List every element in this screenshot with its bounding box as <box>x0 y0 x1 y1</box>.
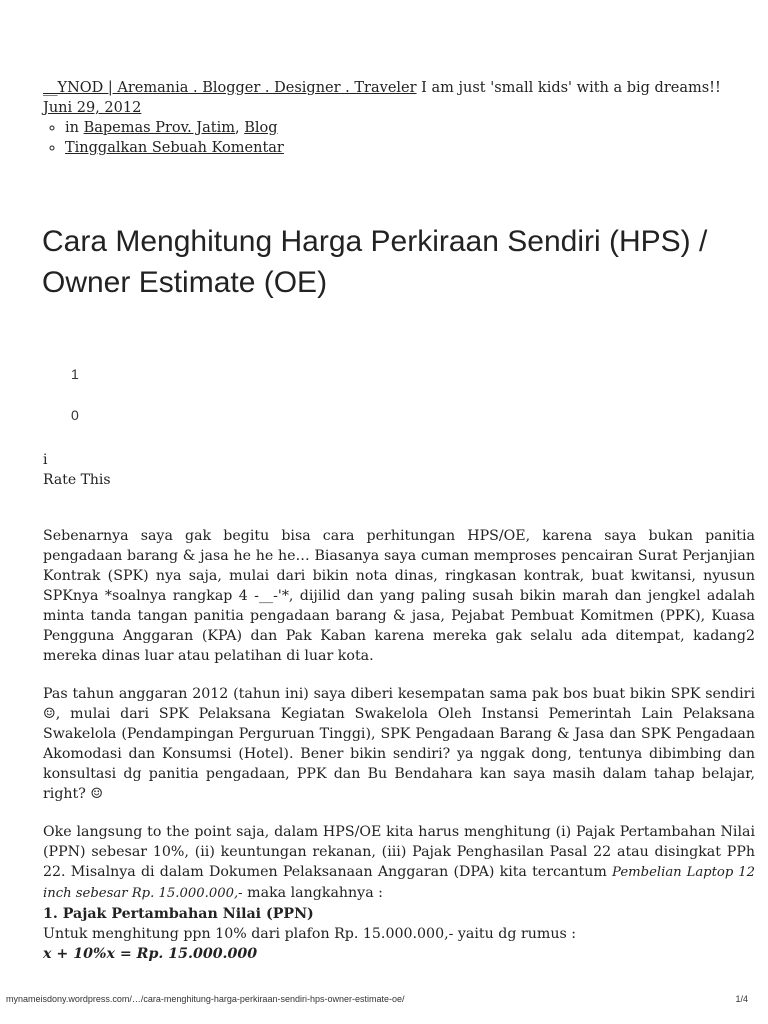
post-title: Cara Menghitung Harga Perkiraan Sendiri (HPS) / Owner Estimate (OE) <box>42 225 708 299</box>
paragraph-intro: Sebenarnya saya gak begitu bisa cara perhitungan HPS/OE, karena saya bukan panitia pengadaan barang & jasa he he he… Biasanya saya cuman memproses pencairan Surat Perjanjian Kontrak (SPK) nya saja, mulai dari bikin nota dinas, ringkasan kontrak, buat kwitansi, nyusun SPKnya *soalnya rangkap 4 -__-'*, dijilid dan yang paling susah bikin marah dan jengkel adalah minta tanda tangan panitia pengadaan barang & jasa, Pejabat Pembuat Komitmen (PPK), Kuasa Pengguna Anggaran (KPA) dan Pak Kaban karena mereka gak selalu ada ditempat, kadang2 mereka dinas luar atau pelatihan di luar kota. <box>43 528 755 664</box>
author-line <box>43 78 743 98</box>
ppn-formula: x + 10%x = Rp. 15.000.000 <box>43 946 258 962</box>
post-date-line <box>43 98 743 118</box>
rating-up-count[interactable]: 1 <box>71 366 79 382</box>
post-meta-list <box>43 118 743 158</box>
category-link-bapemas[interactable]: Bapemas Prov. Jatim <box>83 120 235 136</box>
section-heading-ppn: 1. Pajak Pertambahan Nilai (PPN) <box>43 906 314 922</box>
category-list-item <box>65 118 743 138</box>
category-link-blog[interactable]: Blog <box>244 120 278 136</box>
paragraph-hps-tail: maka langkahnya : <box>247 885 383 901</box>
paragraph-hps-text: Oke langsung to the point saja, dalam HPS/OE kita harus menghitung (i) Pajak Pertambahan Nilai (PPN) sebesar 10%, (ii) keuntungan rekanan, (iii) Pajak Penghasilan Pasal 22 atau disingkat PPh 22. Misalnya di dalam Dokumen Pelaksanaan Anggaran (DPA) kita tercantum <box>43 824 755 880</box>
tagline: I am just 'small kids' with a big dreams!! <box>421 80 721 96</box>
post-date-link[interactable]: Juni 29, 2012 <box>43 100 142 116</box>
rate-this-box <box>43 450 111 490</box>
rating-widget <box>71 366 79 448</box>
post-meta <box>43 78 743 158</box>
paragraph-hps-steps <box>43 822 755 904</box>
author-link[interactable]: __YNOD | Aremania . Blogger . Designer . Traveler <box>43 80 417 96</box>
rate-this-label[interactable]: Rate This <box>43 472 111 488</box>
dpa-example-italic: Pembelian Laptop 12 inch sebesar Rp. 15.000.000,- <box>43 865 755 901</box>
post-content <box>43 526 755 964</box>
print-footer-url: mynameisdony.wordpress.com/…/cara-menghitung-harga-perkiraan-sendiri-hps-owner-estimate-oe/ <box>6 994 405 1004</box>
paragraph-ppn: Untuk menghitung ppn 10% dari plafon Rp. 15.000.000,- yaitu dg rumus : <box>43 926 577 942</box>
category-separator: , <box>234 120 240 136</box>
paragraph-spk: Pas tahun anggaran 2012 (tahun ini) saya diberi kesempatan sama pak bos buat bikin SPK sendiri ☺, mulai dari SPK Pelaksana Kegiatan Swakelola Oleh Instansi Pemerintah Lain Pelaksana Swakelola (Pendampingan Perguruan Tinggi), SPK Pengadaan Barang & Jasa dan SPK Pengadaan Akomodasi dan Konsumsi (Hotel). Bener bikin sendiri? ya nggak dong, tentunya dibimbing dan konsultasi dg panitia pengadaan, PPK dan Bu Bendahara kan saya masih dalam tahap belajar, right? ☺ <box>43 686 755 802</box>
print-footer <box>6 994 748 1004</box>
print-footer-page: 1/4 <box>735 994 748 1004</box>
info-icon[interactable]: i <box>43 452 48 468</box>
leave-comment-link[interactable]: Tinggalkan Sebuah Komentar <box>65 140 284 156</box>
in-prefix: in <box>65 120 79 136</box>
comment-list-item <box>65 138 743 158</box>
rating-down-count[interactable]: 0 <box>71 407 79 423</box>
